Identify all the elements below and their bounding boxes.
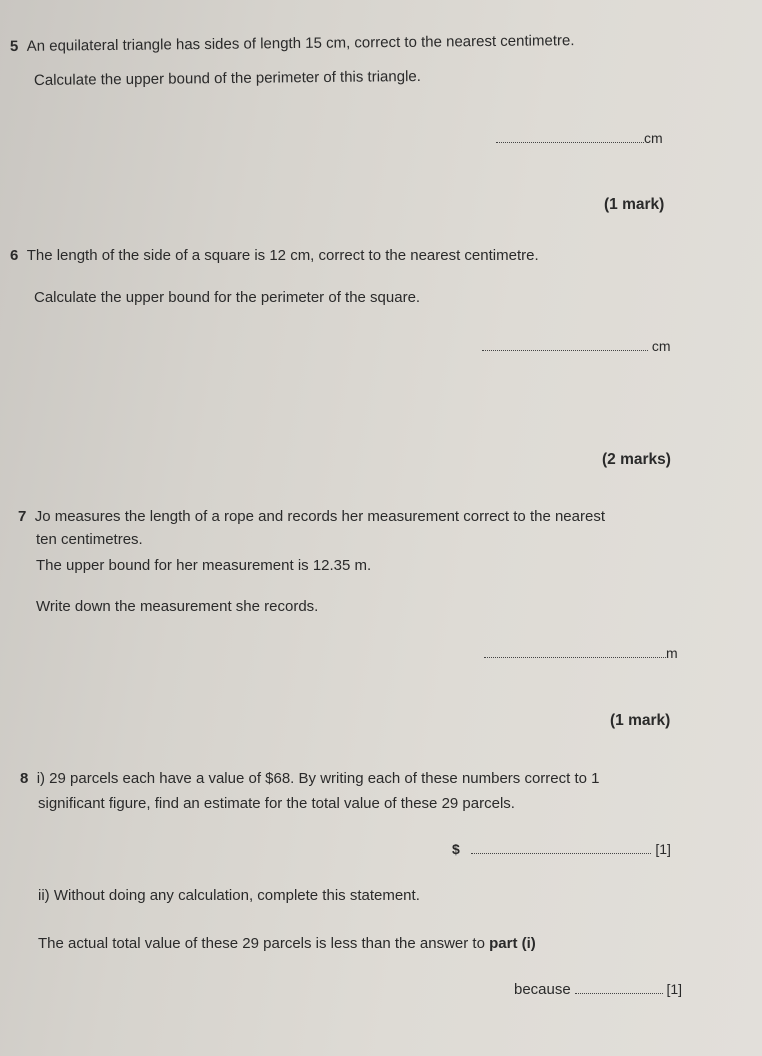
- q6-answer-line[interactable]: [482, 338, 671, 354]
- q8-line1: [20, 770, 600, 788]
- q7-line3: The upper bound for her measurement is 12.35 m.: [36, 557, 372, 574]
- q6-unit: cm: [651, 338, 671, 354]
- q8-part-ii-bold-ref: part (i): [489, 935, 536, 952]
- q6-marks: (2 marks): [602, 451, 671, 468]
- q6-number: 6: [10, 247, 19, 264]
- q7-text-1: Jo measures the length of a rope and records her measurement correct to the nearest: [34, 508, 605, 525]
- q6-line1: [10, 247, 539, 265]
- q7-answer-line[interactable]: [484, 645, 678, 661]
- q8-part-i-marks: [1]: [655, 841, 671, 857]
- q8-part-i-answer-line[interactable]: [452, 841, 671, 857]
- q5-line2: Calculate the upper bound of the perimeter of this triangle.: [33, 67, 421, 89]
- q5-line1: [10, 32, 575, 56]
- q8-part-ii-marks: [1]: [666, 981, 683, 997]
- q6-text-1: The length of the side of a square is 12 cm, correct to the nearest centimetre.: [26, 247, 539, 264]
- q8-part-i-text-1: i) 29 parcels each have a value of $68. By writing each of these numbers correct to 1: [36, 770, 600, 787]
- q8-because-label: because: [514, 981, 571, 998]
- q5-number: 5: [9, 37, 19, 55]
- q7-number: 7: [18, 508, 27, 525]
- q7-line2: ten centimetres.: [36, 531, 143, 548]
- q8-dollar-sign: $: [452, 841, 460, 857]
- q7-line4: Write down the measurement she records.: [36, 598, 319, 615]
- q8-line2: significant figure, find an estimate for the total value of these 29 parcels.: [38, 795, 515, 812]
- q8-number: 8: [20, 770, 29, 787]
- q8-part-ii-line1: ii) Without doing any calculation, complete this statement.: [38, 887, 420, 904]
- q7-line1: [18, 508, 605, 526]
- q7-unit: m: [666, 645, 678, 661]
- q8-part-ii-text: The actual total value of these 29 parcels is less than the answer to: [38, 935, 485, 952]
- q5-answer-line[interactable]: [496, 130, 663, 146]
- q5-marks: (1 mark): [604, 196, 665, 213]
- q7-marks: (1 mark): [610, 712, 671, 729]
- q5-unit: cm: [644, 130, 663, 146]
- q8-part-ii-line2: [38, 935, 536, 953]
- q8-part-ii-answer-line[interactable]: [514, 981, 682, 998]
- q5-text-1: An equilateral triangle has sides of length 15 cm, correct to the nearest centimetre.: [26, 32, 575, 55]
- q6-line2: Calculate the upper bound for the perimeter of the square.: [34, 289, 421, 306]
